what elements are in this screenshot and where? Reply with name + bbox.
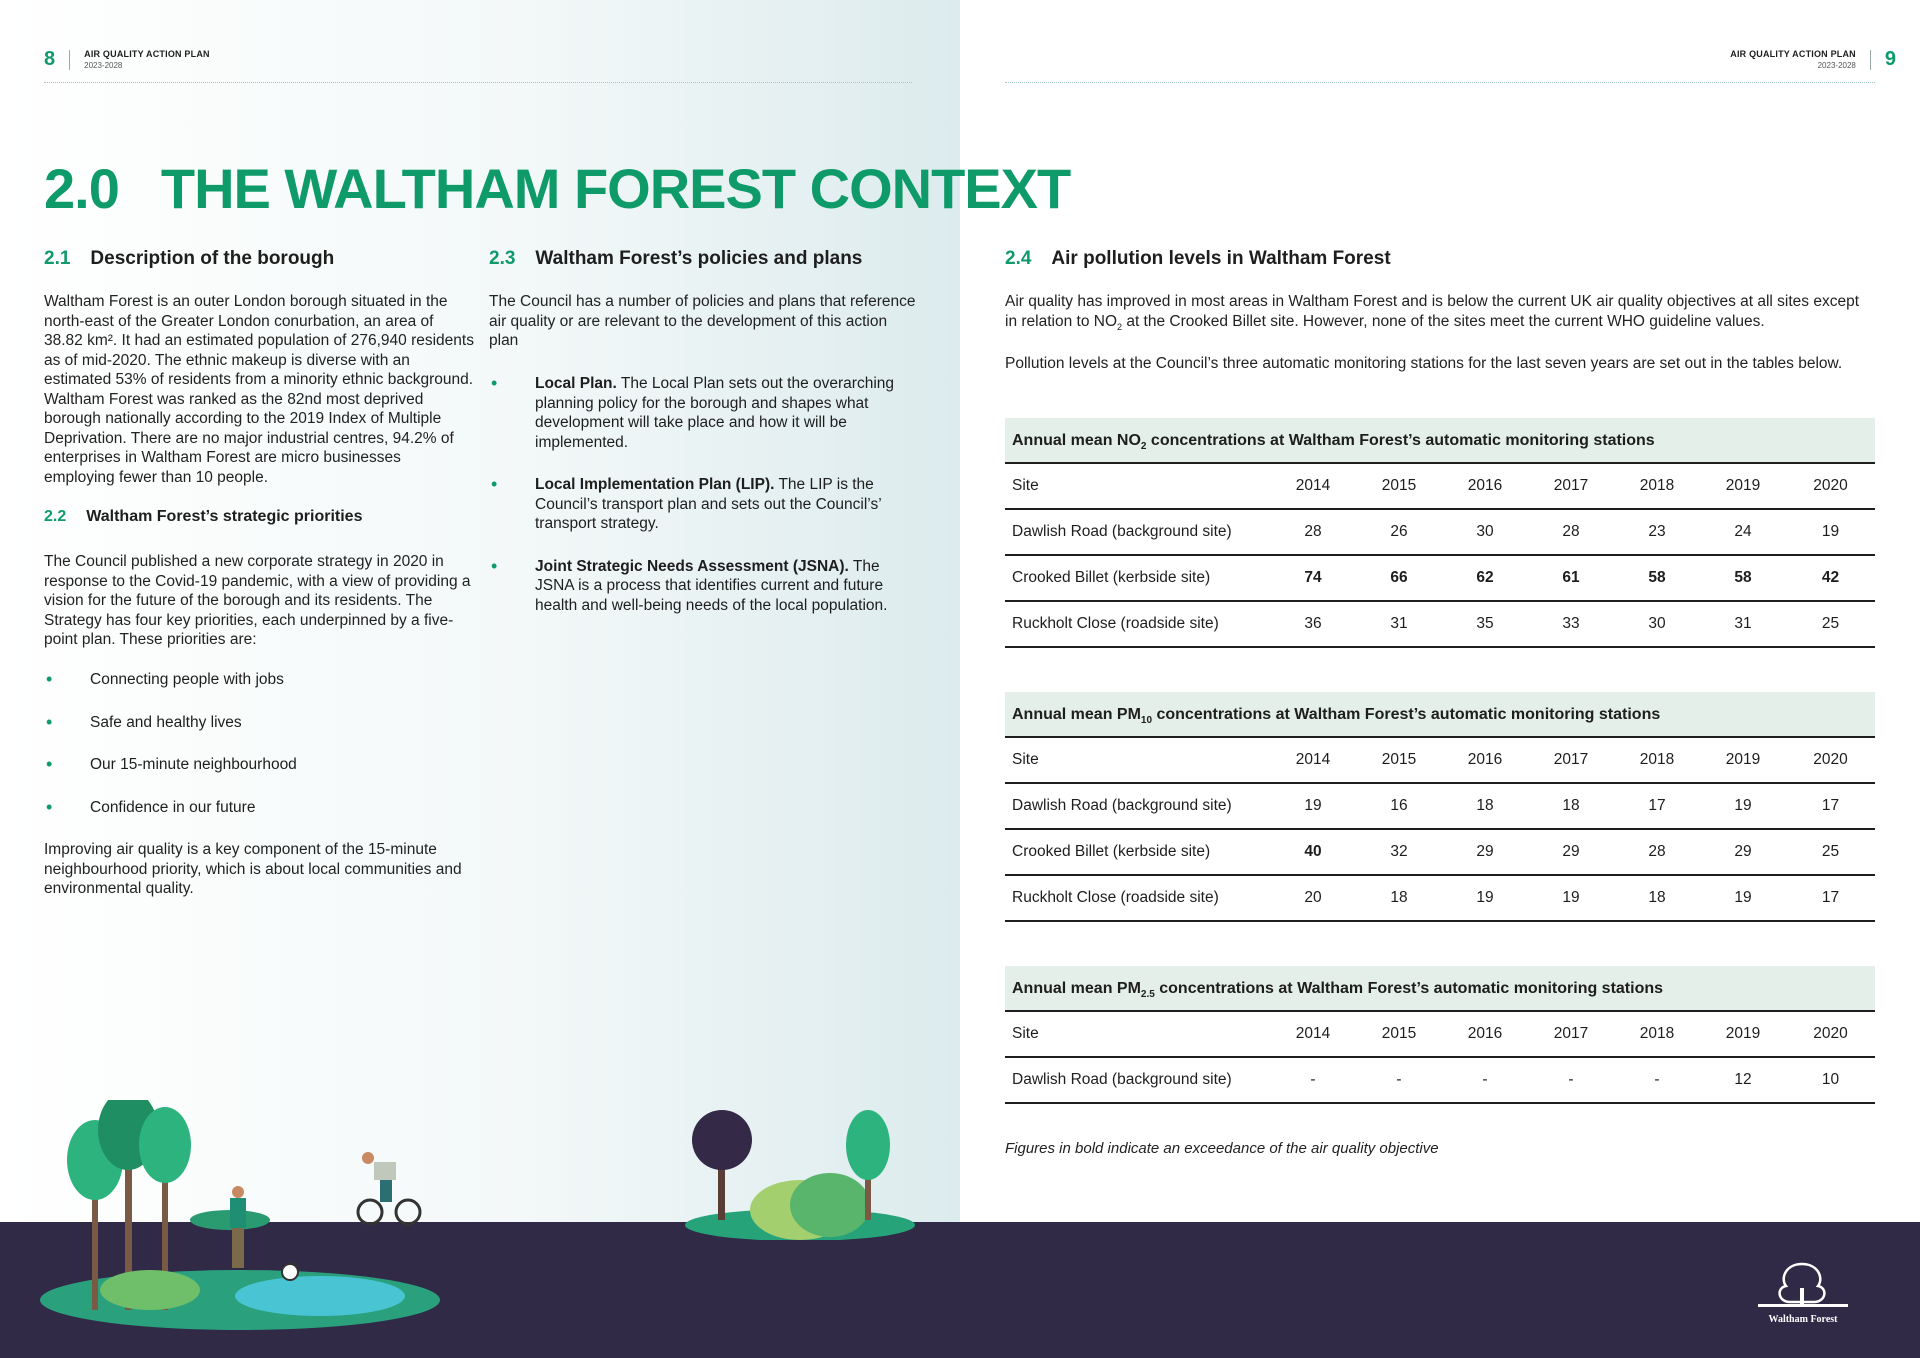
value-cell: 16: [1390, 797, 1408, 814]
chapter-name: THE WALTHAM FOREST CONTEXT: [160, 157, 1071, 220]
header-cell: 2014: [1295, 477, 1331, 494]
table-row: [1005, 556, 1875, 602]
value-cell: 25: [1821, 843, 1840, 860]
chapter-title: [44, 156, 1070, 221]
value-cell: 19: [1304, 797, 1322, 814]
value-cell: 40: [1304, 843, 1322, 860]
priority-label: Connecting people with jobs: [90, 671, 284, 688]
header-cell: 2020: [1813, 477, 1848, 494]
table-row: [1005, 830, 1875, 876]
value-cell: 58: [1734, 569, 1752, 586]
value-cell: 28: [1304, 523, 1322, 540]
value-cell: -: [1482, 1071, 1488, 1088]
value-cell: 36: [1304, 615, 1322, 632]
value-cell: 18: [1390, 889, 1408, 906]
value-cell: 74: [1304, 569, 1322, 586]
section-heading-2-3: [489, 248, 862, 270]
section-heading-2-1: [44, 248, 334, 270]
header-cell: 2019: [1725, 1025, 1761, 1042]
value-cell: 20: [1304, 889, 1322, 906]
priorities-closing: Improving air quality is a key component of the 15-minute neighbourhood priority, which is about local communities and environmental quality.: [44, 841, 462, 897]
header-divider: [69, 50, 70, 70]
value-cell: 19: [1821, 523, 1840, 540]
section-number: 2.1: [44, 248, 71, 269]
monitoring-stations-text: Pollution levels at the Council’s three automatic monitoring stations for the last seven years are set out in the tables below.: [1005, 355, 1843, 372]
header-cell: 2015: [1381, 1025, 1417, 1042]
value-cell: 17: [1648, 797, 1666, 814]
table-row: [1005, 876, 1875, 922]
list-item: • Joint Strategic Needs Assessment (JSNA). The JSNA is a process that identifies current and future health and well-being needs of the local population.: [491, 555, 888, 614]
value-cell: 24: [1734, 523, 1752, 540]
priority-label: Safe and healthy lives: [90, 713, 242, 731]
section-number: 2.4: [1005, 248, 1032, 269]
doc-title: AIR QUALITY ACTION PLAN: [1730, 48, 1856, 59]
air-quality-summary: [1005, 292, 1875, 337]
table-caption: Annual mean $PM_{2.5}$ concentrations at Waltham Forest’s automatic monitoring stations: [1005, 966, 1875, 1012]
policies-intro: The Council has a number of policies and plans that reference air quality or are relevant to the development of this action plan: [489, 293, 916, 349]
header-cell: Site: [1012, 1025, 1039, 1042]
header-cell: 2016: [1467, 1025, 1503, 1042]
strategic-priorities-intro: The Council published a new corporate strategy in 2020 in response to the Covid-19 pandemic, with a view of providing a vision for the future of the borough and its residents. The Strategy has four key priorities, each underpinned by a five-point plan. These priorities are:: [44, 553, 471, 648]
value-cell: 19: [1734, 889, 1752, 906]
value-cell: 66: [1390, 569, 1408, 586]
site-cell: Dawlish Road (background site): [1012, 797, 1232, 814]
value-cell: 61: [1562, 569, 1580, 586]
value-cell: 18: [1562, 797, 1580, 814]
site-cell: Ruckholt Close (roadside site): [1012, 889, 1219, 906]
header-cell: 2019: [1725, 751, 1761, 768]
site-cell: Ruckholt Close (roadside site): [1012, 615, 1219, 632]
site-cell: Dawlish Road (background site): [1012, 523, 1232, 540]
value-cell: 17: [1821, 889, 1840, 906]
value-cell: 29: [1562, 843, 1580, 860]
page-number-left: 8: [44, 48, 56, 70]
policies-list: [489, 374, 909, 615]
value-cell: 35: [1476, 615, 1494, 632]
subscript: 2: [1117, 321, 1123, 332]
chapter-number: 2.0: [44, 157, 119, 220]
policy-text: The LIP is the Council’s transport plan and sets out the Council’s’ transport strategy.: [535, 476, 882, 532]
header-cell: 2015: [1381, 477, 1417, 494]
value-cell: 31: [1734, 615, 1752, 632]
header-cell: Site: [1012, 477, 1039, 494]
list-item: • Our 15-minute neighbourhood: [46, 754, 297, 774]
bold-note: Figures in bold indicate an exceedance of the air quality objective: [1005, 1140, 1439, 1157]
header-cell: 2015: [1381, 751, 1417, 768]
header-cell: Site: [1012, 751, 1039, 768]
table-no2: [1005, 418, 1875, 648]
header-cell: 2018: [1639, 751, 1675, 768]
section-heading-2-2: [44, 508, 362, 526]
right-running-header: [1730, 48, 1896, 71]
section-title: Waltham Forest’s policies and plans: [535, 248, 863, 269]
table-row: [1005, 510, 1875, 556]
value-cell: 30: [1476, 523, 1494, 540]
header-cell: 2019: [1725, 477, 1761, 494]
site-cell: Crooked Billet (kerbside site): [1012, 569, 1211, 586]
value-cell: 28: [1562, 523, 1580, 540]
table-caption: Annual mean $NO_2$ concentrations at Waltham Forest’s automatic monitoring stations: [1005, 418, 1875, 464]
value-cell: 18: [1648, 889, 1666, 906]
list-item: • Connecting people with jobs: [46, 669, 284, 689]
doc-years: 2023-2028: [1817, 60, 1856, 70]
value-cell: 26: [1390, 523, 1408, 540]
value-cell: 32: [1390, 843, 1408, 860]
header-rule-right: [1005, 82, 1875, 83]
left-running-header: [44, 48, 210, 71]
value-cell: 19: [1734, 797, 1752, 814]
value-cell: 62: [1476, 569, 1494, 586]
priority-label: Confidence in our future: [90, 798, 256, 816]
tree-illustration-middle: [680, 1110, 930, 1240]
header-cell: 2014: [1295, 751, 1331, 768]
priority-label: Our 15-minute neighbourhood: [90, 756, 297, 773]
page-number-right: 9: [1884, 48, 1896, 70]
section-number: 2.3: [489, 248, 516, 269]
list-item: • Confidence in our future: [46, 796, 256, 817]
policy-term: Joint Strategic Needs Assessment (JSNA).: [535, 557, 849, 575]
section-number: 2.2: [44, 508, 67, 525]
value-cell: 28: [1648, 843, 1666, 860]
table-row: [1005, 1058, 1875, 1104]
policy-text: The Local Plan sets out the overarching planning policy for the borough and shapes what development will take place and how it will be implemented.: [535, 375, 895, 451]
site-cell: Crooked Billet (kerbside site): [1012, 843, 1211, 860]
value-cell: 19: [1562, 889, 1580, 906]
list-item: • Local Plan. The Local Plan sets out the overarching planning policy for the borough and shapes what development will take place and how it will be implemented.: [491, 373, 895, 451]
header-cell: 2020: [1813, 751, 1848, 768]
header-rule-left: [44, 82, 912, 83]
priority-list: [44, 670, 474, 817]
value-cell: 19: [1476, 889, 1494, 906]
value-cell: 31: [1390, 615, 1408, 632]
policy-text: The JSNA is a process that identifies current and future health and well-being needs of the local population.: [535, 557, 888, 614]
table-pm25: [1005, 966, 1875, 1104]
table-row: [1005, 784, 1875, 830]
waltham-forest-logo: [1750, 1258, 1855, 1328]
header-cell: 2018: [1639, 477, 1675, 494]
table-row: [1005, 602, 1875, 648]
section-heading-2-4: [1005, 248, 1391, 270]
borough-description: Waltham Forest is an outer London borough situated in the north-east of the Greater London conurbation, an area of 38.82 km². It had an estimated population of 276,940 residents as of mid-2020. The ethnic makeup is diverse with an estimated 53% of residents from a minority ethnic background. Waltham Forest was ranked as the 82nd most deprived borough nationally according to the 2019 Index of Multiple Deprivation. There are no major industrial centres, 94.2% of enterprises in Waltham Forest are micro businesses employing fewer than 10 people.: [44, 293, 474, 486]
value-cell: -: [1310, 1071, 1316, 1088]
section-title: Description of the borough: [90, 248, 335, 269]
section-title: Air pollution levels in Waltham Forest: [1051, 248, 1391, 269]
table-header-row: [1005, 738, 1875, 784]
summary-text: Air quality has improved in most areas in Waltham Forest and is below the current UK air quality objectives at all sites except in relation to NO: [1005, 293, 1860, 330]
value-cell: -: [1654, 1071, 1660, 1088]
header-cell: 2018: [1639, 1025, 1675, 1042]
table-caption: Annual mean $PM_{10}$ concentrations at Waltham Forest’s automatic monitoring stations: [1005, 692, 1875, 738]
section-title: Waltham Forest’s strategic priorities: [86, 508, 363, 525]
value-cell: 25: [1821, 615, 1840, 632]
policy-term: Local Plan.: [535, 375, 617, 392]
table-pm10: [1005, 692, 1875, 922]
table-header-row: [1005, 464, 1875, 510]
summary-text: at the Crooked Billet site. However, none of the sites meet the current WHO guideline values.: [1122, 312, 1765, 330]
value-cell: 17: [1821, 797, 1840, 814]
value-cell: 12: [1734, 1071, 1752, 1088]
doc-title: AIR QUALITY ACTION PLAN: [84, 48, 210, 59]
value-cell: 18: [1476, 797, 1494, 814]
value-cell: 33: [1562, 615, 1580, 632]
park-illustration-left: [30, 1100, 450, 1330]
header-cell: 2020: [1813, 1025, 1848, 1042]
logo-text: Waltham Forest: [1768, 1314, 1838, 1325]
value-cell: -: [1568, 1071, 1574, 1088]
value-cell: 42: [1821, 569, 1840, 586]
value-cell: 23: [1648, 523, 1666, 540]
value-cell: 29: [1476, 843, 1494, 860]
header-cell: 2016: [1467, 477, 1503, 494]
doc-years: 2023-2028: [84, 60, 123, 70]
table-header-row: [1005, 1012, 1875, 1058]
header-divider: [1870, 50, 1871, 70]
value-cell: 30: [1648, 615, 1666, 632]
value-cell: -: [1396, 1071, 1402, 1088]
header-cell: 2016: [1467, 751, 1503, 768]
site-cell: Dawlish Road (background site): [1012, 1071, 1232, 1088]
value-cell: 58: [1648, 569, 1666, 586]
header-cell: 2014: [1295, 1025, 1331, 1042]
header-cell: 2017: [1553, 751, 1589, 768]
list-item: • Local Implementation Plan (LIP). The LIP is the Council’s transport plan and sets out the Council’s’ transport strategy.: [491, 474, 882, 532]
header-cell: 2017: [1553, 477, 1589, 494]
list-item: • Safe and healthy lives: [46, 711, 242, 732]
policy-term: Local Implementation Plan (LIP).: [535, 476, 775, 493]
header-cell: 2017: [1553, 1025, 1589, 1042]
value-cell: 29: [1734, 843, 1752, 860]
value-cell: 10: [1821, 1071, 1840, 1088]
